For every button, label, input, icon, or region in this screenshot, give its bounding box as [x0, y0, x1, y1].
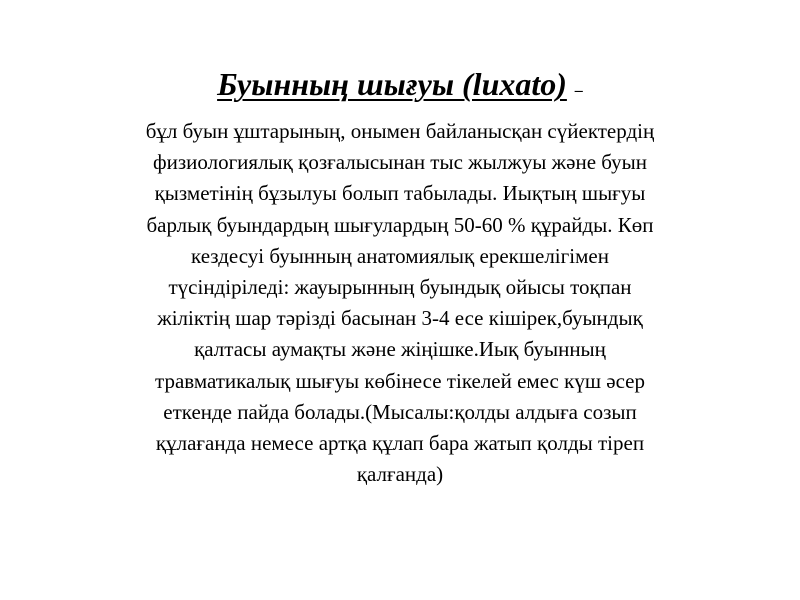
title-dash: –	[574, 82, 583, 99]
body-line: жіліктің шар тәрізді басынан 3-4 есе кішірек,буындық	[157, 306, 643, 331]
body-line: физиологиялық қозғалысынан тыс жылжуы және буын	[152, 150, 647, 175]
body-line: барлық буындардың шығулардың 50-60 % құрайды. Көп	[146, 212, 654, 237]
body-line: қалғанда)	[356, 462, 444, 487]
body-line: бұл буын ұштарының, онымен байланысқан сүйектердің	[145, 119, 655, 143]
body-line: құлағанда немесе артқа құлап бара жатып қолды тіреп	[155, 431, 645, 456]
body-line: қалтасы аумақты және жіңішке.Иық буынның	[194, 337, 606, 362]
body-line: еткенде пайда болады.(Мысалы:қолды алдыға созып	[163, 399, 637, 424]
body-line: қызметінің бұзылуы болып табылады. Иықтың шығуы	[154, 181, 646, 206]
body-line: түсіндіріледі: жауырынның буындық ойысы тоқпан	[168, 275, 632, 300]
body-line: травматикалық шығуы көбінесе тікелей емес күш әсер	[155, 368, 645, 393]
slide-title: Буынның шығуы (luxato)	[217, 66, 567, 102]
title-line	[0, 66, 800, 103]
body-paragraph	[60, 116, 740, 490]
body-line: кездесуі буынның анатомиялық ерекшелігімен	[191, 243, 609, 268]
